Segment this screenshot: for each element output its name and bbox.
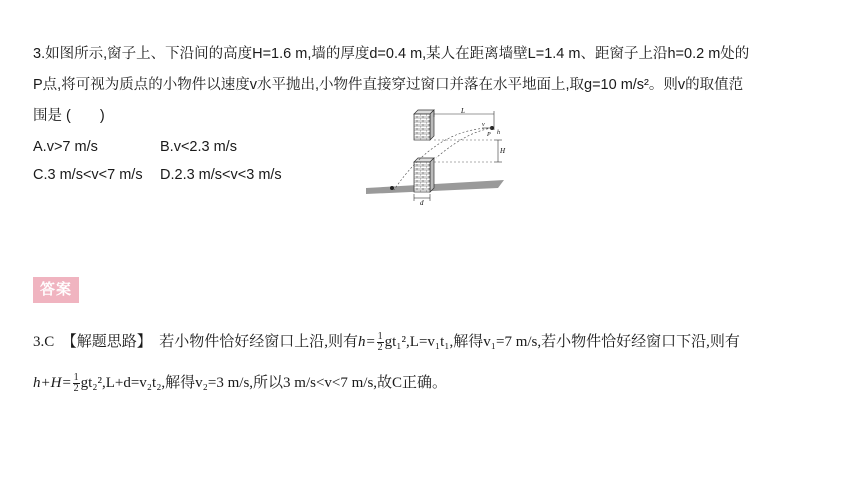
- trajectory-upper: [394, 128, 492, 190]
- solution-line-1-prefix: 3.C 【解题思路】 若小物件恰好经窗口上沿,则有: [33, 334, 359, 350]
- ground: [366, 180, 504, 194]
- frac-num: 1: [377, 331, 383, 343]
- solution-line-1-rest: gt₁²,L=v₁t₁,解得v₁=7 m/s,若小物件恰好经窗口下沿,则有: [384, 334, 740, 350]
- projectile-wall-figure: [366, 108, 506, 206]
- solution-line-2: [33, 371, 447, 394]
- solution-line-1: [33, 330, 740, 353]
- solution-formula-hH: h+H=: [33, 375, 72, 391]
- fraction-half-2: [73, 373, 80, 394]
- label-d: d: [420, 199, 424, 206]
- trajectory-lower: [436, 128, 492, 158]
- label-P: P: [487, 132, 491, 138]
- solution-formula-h: h=: [358, 334, 376, 350]
- option-b: B.v<2.3 m/s: [160, 139, 237, 155]
- lower-wall: [414, 162, 430, 192]
- question-line-1: 3.如图所示,窗子上、下沿间的高度H=1.6 m,墙的厚度d=0.4 m,某人在距离墙壁L=1.4 m、距窗子上沿h=0.2 m处的: [33, 46, 750, 62]
- frac-num-2: 1: [73, 372, 79, 384]
- label-L: L: [461, 108, 465, 115]
- solution-line-2-rest: gt₂²,L+d=v₂t₂,解得v₂=3 m/s,所以3 m/s<v<7 m/s,故C正确。: [80, 375, 448, 391]
- label-H: H: [500, 147, 506, 155]
- frac-den: 2: [377, 342, 383, 354]
- answer-tag: 答案: [33, 277, 79, 303]
- option-c: C.3 m/s<v<7 m/s: [33, 167, 143, 183]
- option-a: A.v>7 m/s: [33, 139, 98, 155]
- upper-wall: [414, 114, 430, 140]
- option-d: D.2.3 m/s<v<3 m/s: [160, 167, 282, 183]
- question-line-2: P点,将可视为质点的小物件以速度v水平抛出,小物件直接穿过窗口并落在水平地面上,取g=10 m/s²。则v的取值范: [33, 77, 744, 93]
- question-line-3: 围是 ( ): [33, 108, 105, 124]
- fraction-half-1: [377, 332, 384, 353]
- label-h: h: [497, 130, 500, 136]
- label-v: v: [482, 122, 485, 128]
- frac-den-2: 2: [73, 383, 79, 395]
